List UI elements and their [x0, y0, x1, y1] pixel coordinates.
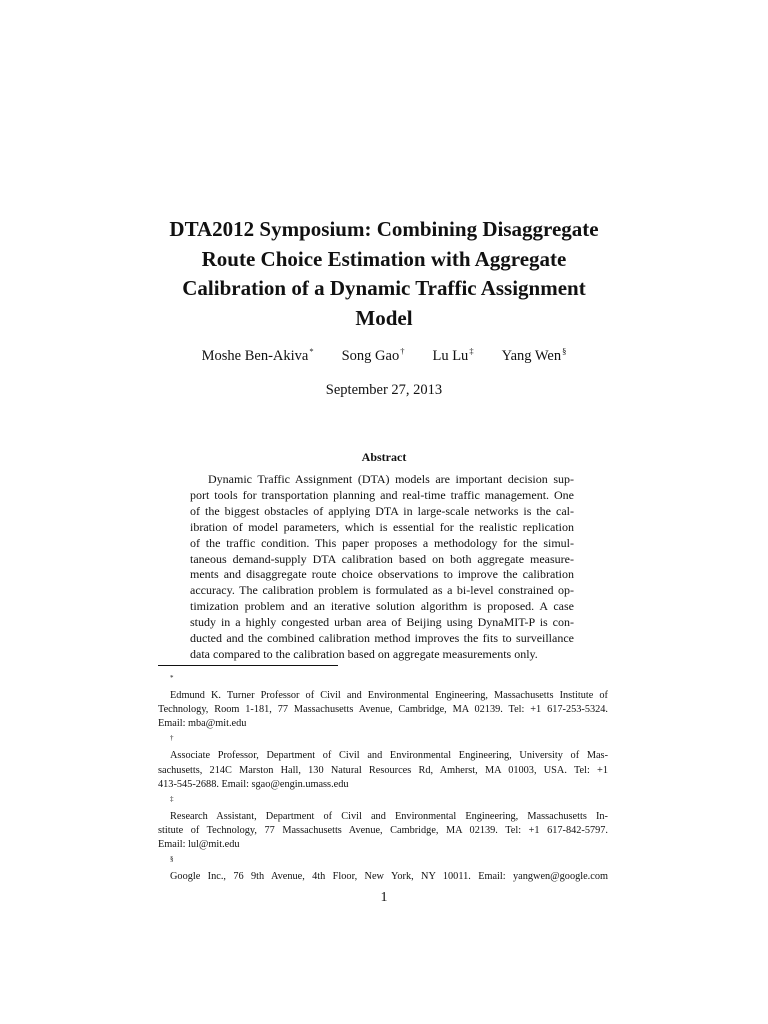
author	[432, 346, 473, 365]
footnote-rule	[158, 665, 338, 666]
author-mark: ‡	[469, 346, 474, 356]
footnote-line	[158, 792, 608, 824]
title-line: DTA2012 Symposium: Combining Disaggregate	[169, 217, 599, 241]
publication-date: September 27, 2013	[325, 382, 443, 398]
abstract-line: ibration of model parameters, which is essential for the realistic replication	[190, 519, 574, 534]
footnote-line: Email: mba@mit.edu	[158, 718, 247, 730]
title-line: Calibration of a Dynamic Traffic Assignment	[182, 276, 586, 300]
abstract-line: timization problem and an iterative solution algorithm is proposed. A case	[190, 599, 574, 614]
footnote-line: stitute of Technology, 77 Massachusetts Avenue, Cambridge, MA 02139. Tel: +1 617-842-5797.	[158, 824, 608, 836]
abstract-line: of the traffic condition. This paper proposes a methodology for the simul-	[190, 535, 574, 550]
abstract-line: study in a highly congested urban area of Beijing using DynaMIT-P is con-	[190, 615, 574, 630]
paper-title	[130, 215, 638, 333]
footnote-line: 413-545-2688. Email: sgao@engin.umass.edu	[158, 778, 349, 790]
author-name: Yang Wen	[501, 348, 562, 364]
footnote-line: Technology, Room 1-181, 77 Massachusetts Avenue, Cambridge, MA 02139. Tel: +1 617-253-5324.	[158, 704, 608, 716]
footnote-text: Edmund K. Turner Professor of Civil and Environmental Engineering, Massachusetts Institute of	[170, 690, 608, 702]
footnote-text: Research Assistant, Department of Civil and Environmental Engineering, Massachusetts In-	[170, 810, 608, 822]
footnote-line: sachusetts, 214C Marston Hall, 130 Natural Resources Rd, Amherst, MA 01003, USA. Tel: +1	[158, 764, 608, 776]
footnote-line: Email: lul@mit.edu	[158, 839, 240, 851]
footnote-line	[158, 671, 608, 703]
footnote-line	[158, 852, 608, 884]
title-line: Model	[355, 305, 413, 330]
abstract-line: data compared to the calibration based on aggregate measurements only.	[190, 646, 538, 661]
footnote-text: Associate Professor, Department of Civil and Environmental Engineering, University of Mas-	[170, 750, 608, 762]
abstract-line: ducted and the combined calibration method improves the fits to surveillance	[190, 631, 574, 646]
footnote-mark: *	[170, 674, 174, 682]
abstract-line: Dynamic Traffic Assignment (DTA) models are important decision sup-	[208, 472, 574, 486]
author-name: Song Gao	[341, 348, 400, 364]
author-name: Lu Lu	[432, 348, 469, 364]
abstract-line: ments and disaggregate route choice observations to improve the calibration	[190, 567, 574, 582]
author	[342, 346, 405, 365]
footnote-mark: ‡	[170, 794, 174, 803]
abstract-line: taneous demand-supply DTA calibration based on both aggregate measure-	[190, 551, 574, 566]
author	[502, 346, 567, 365]
footnotes	[158, 671, 608, 884]
footnote-line	[158, 731, 608, 763]
abstract-line: of the biggest obstacles of applying DTA in large-scale networks is the cal-	[190, 503, 574, 518]
author-mark: §	[562, 346, 567, 356]
author-mark: †	[400, 346, 405, 356]
abstract-line: port tools for transportation planning and real-time traffic management. One	[190, 487, 574, 502]
abstract-heading: Abstract	[361, 450, 407, 464]
footnote-mark: †	[170, 734, 174, 743]
page-number: 1	[380, 890, 388, 905]
author	[202, 346, 314, 365]
title-line: Route Choice Estimation with Aggregate	[201, 246, 567, 271]
footnote-mark: §	[170, 855, 174, 864]
author-list	[0, 346, 768, 365]
abstract-line: accuracy. The calibration problem is formulated as a bi-level constrained op-	[190, 583, 574, 598]
footnote-text: Google Inc., 76 9th Avenue, 4th Floor, New York, NY 10011. Email: yangwen@google.com	[170, 871, 608, 883]
author-mark: *	[309, 346, 314, 356]
author-name: Moshe Ben-Akiva	[201, 348, 309, 364]
abstract-body	[190, 472, 574, 663]
